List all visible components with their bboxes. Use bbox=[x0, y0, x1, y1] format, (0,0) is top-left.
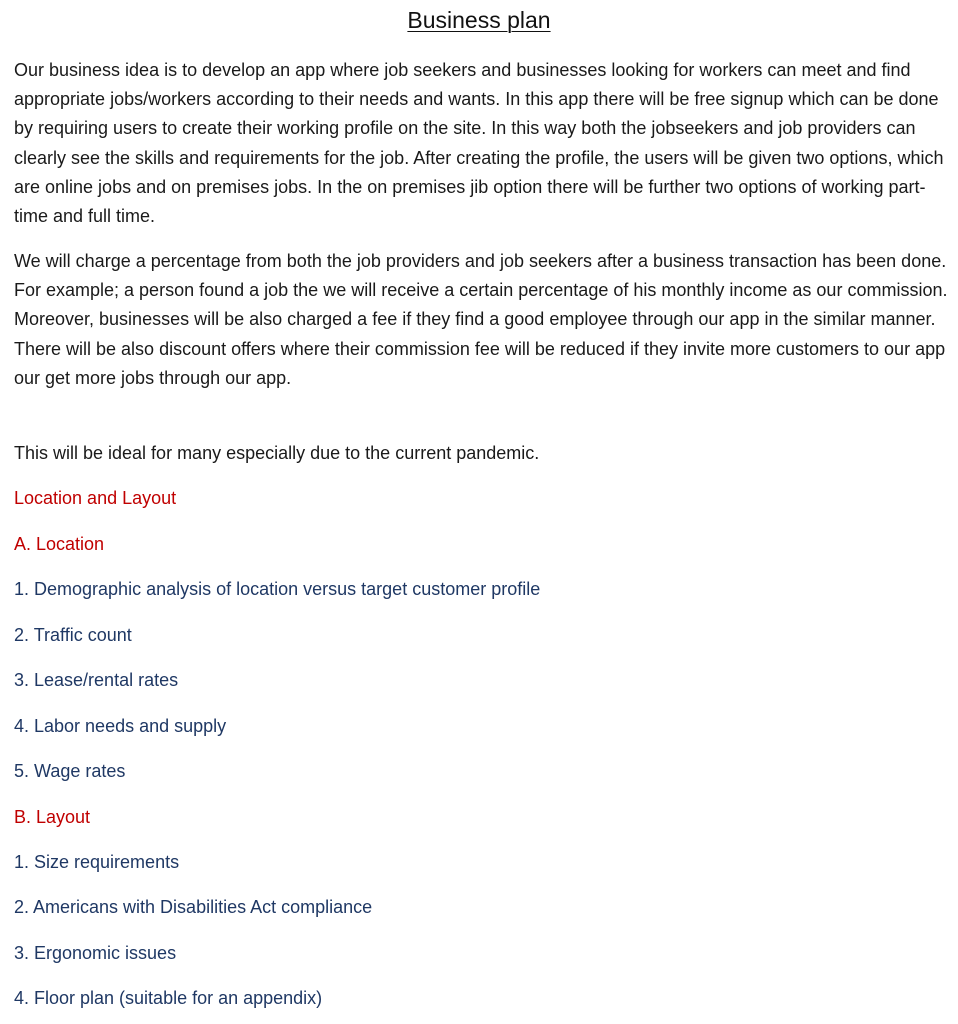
subheading-location: A. Location bbox=[14, 534, 105, 554]
location-list-item: 1. Demographic analysis of location versus target customer profile bbox=[14, 579, 541, 599]
location-list-item: 5. Wage rates bbox=[14, 761, 126, 781]
section-heading-location-and-layout: Location and Layout bbox=[14, 488, 177, 508]
location-list-item: 2. Traffic count bbox=[14, 625, 132, 645]
layout-list-item: 4. Floor plan (suitable for an appendix) bbox=[14, 988, 323, 1008]
layout-list-item: 1. Size requirements bbox=[14, 852, 180, 872]
document-title: Business plan bbox=[407, 7, 551, 33]
paragraph-pandemic-note: This will be ideal for many especially due to the current pandemic. bbox=[14, 443, 540, 463]
layout-list-item: 2. Americans with Disabilities Act compliance bbox=[14, 897, 373, 917]
location-list-item: 4. Labor needs and supply bbox=[14, 716, 227, 736]
paragraph-revenue-model: We will charge a percentage from both the job providers and job seekers after a business transaction has been done. For example; a person found a job the we will receive a certain percentage of his monthly income as our commission. Moreover, businesses will be also charged a fee if they find a good employee through our app in the similar manner. There will be also discount offers where their commission fee will be reduced if they invite more customers to our app our get more jobs through our app. bbox=[14, 251, 948, 388]
subheading-layout: B. Layout bbox=[14, 807, 91, 827]
layout-list-item: 3. Ergonomic issues bbox=[14, 943, 177, 963]
location-list-item: 3. Lease/rental rates bbox=[14, 670, 179, 690]
paragraph-business-idea: Our business idea is to develop an app where job seekers and businesses looking for workers can meet and find appropriate jobs/workers according to their needs and wants. In this app there will be free signup which can be done by requiring users to create their working profile on the site. In this way both the jobseekers and job providers can clearly see the skills and requirements for the job. After creating the profile, the users will be given two options, which are online jobs and on premises jobs. In the on premises jib option there will be further two options of working part-time and full time. bbox=[14, 60, 944, 227]
